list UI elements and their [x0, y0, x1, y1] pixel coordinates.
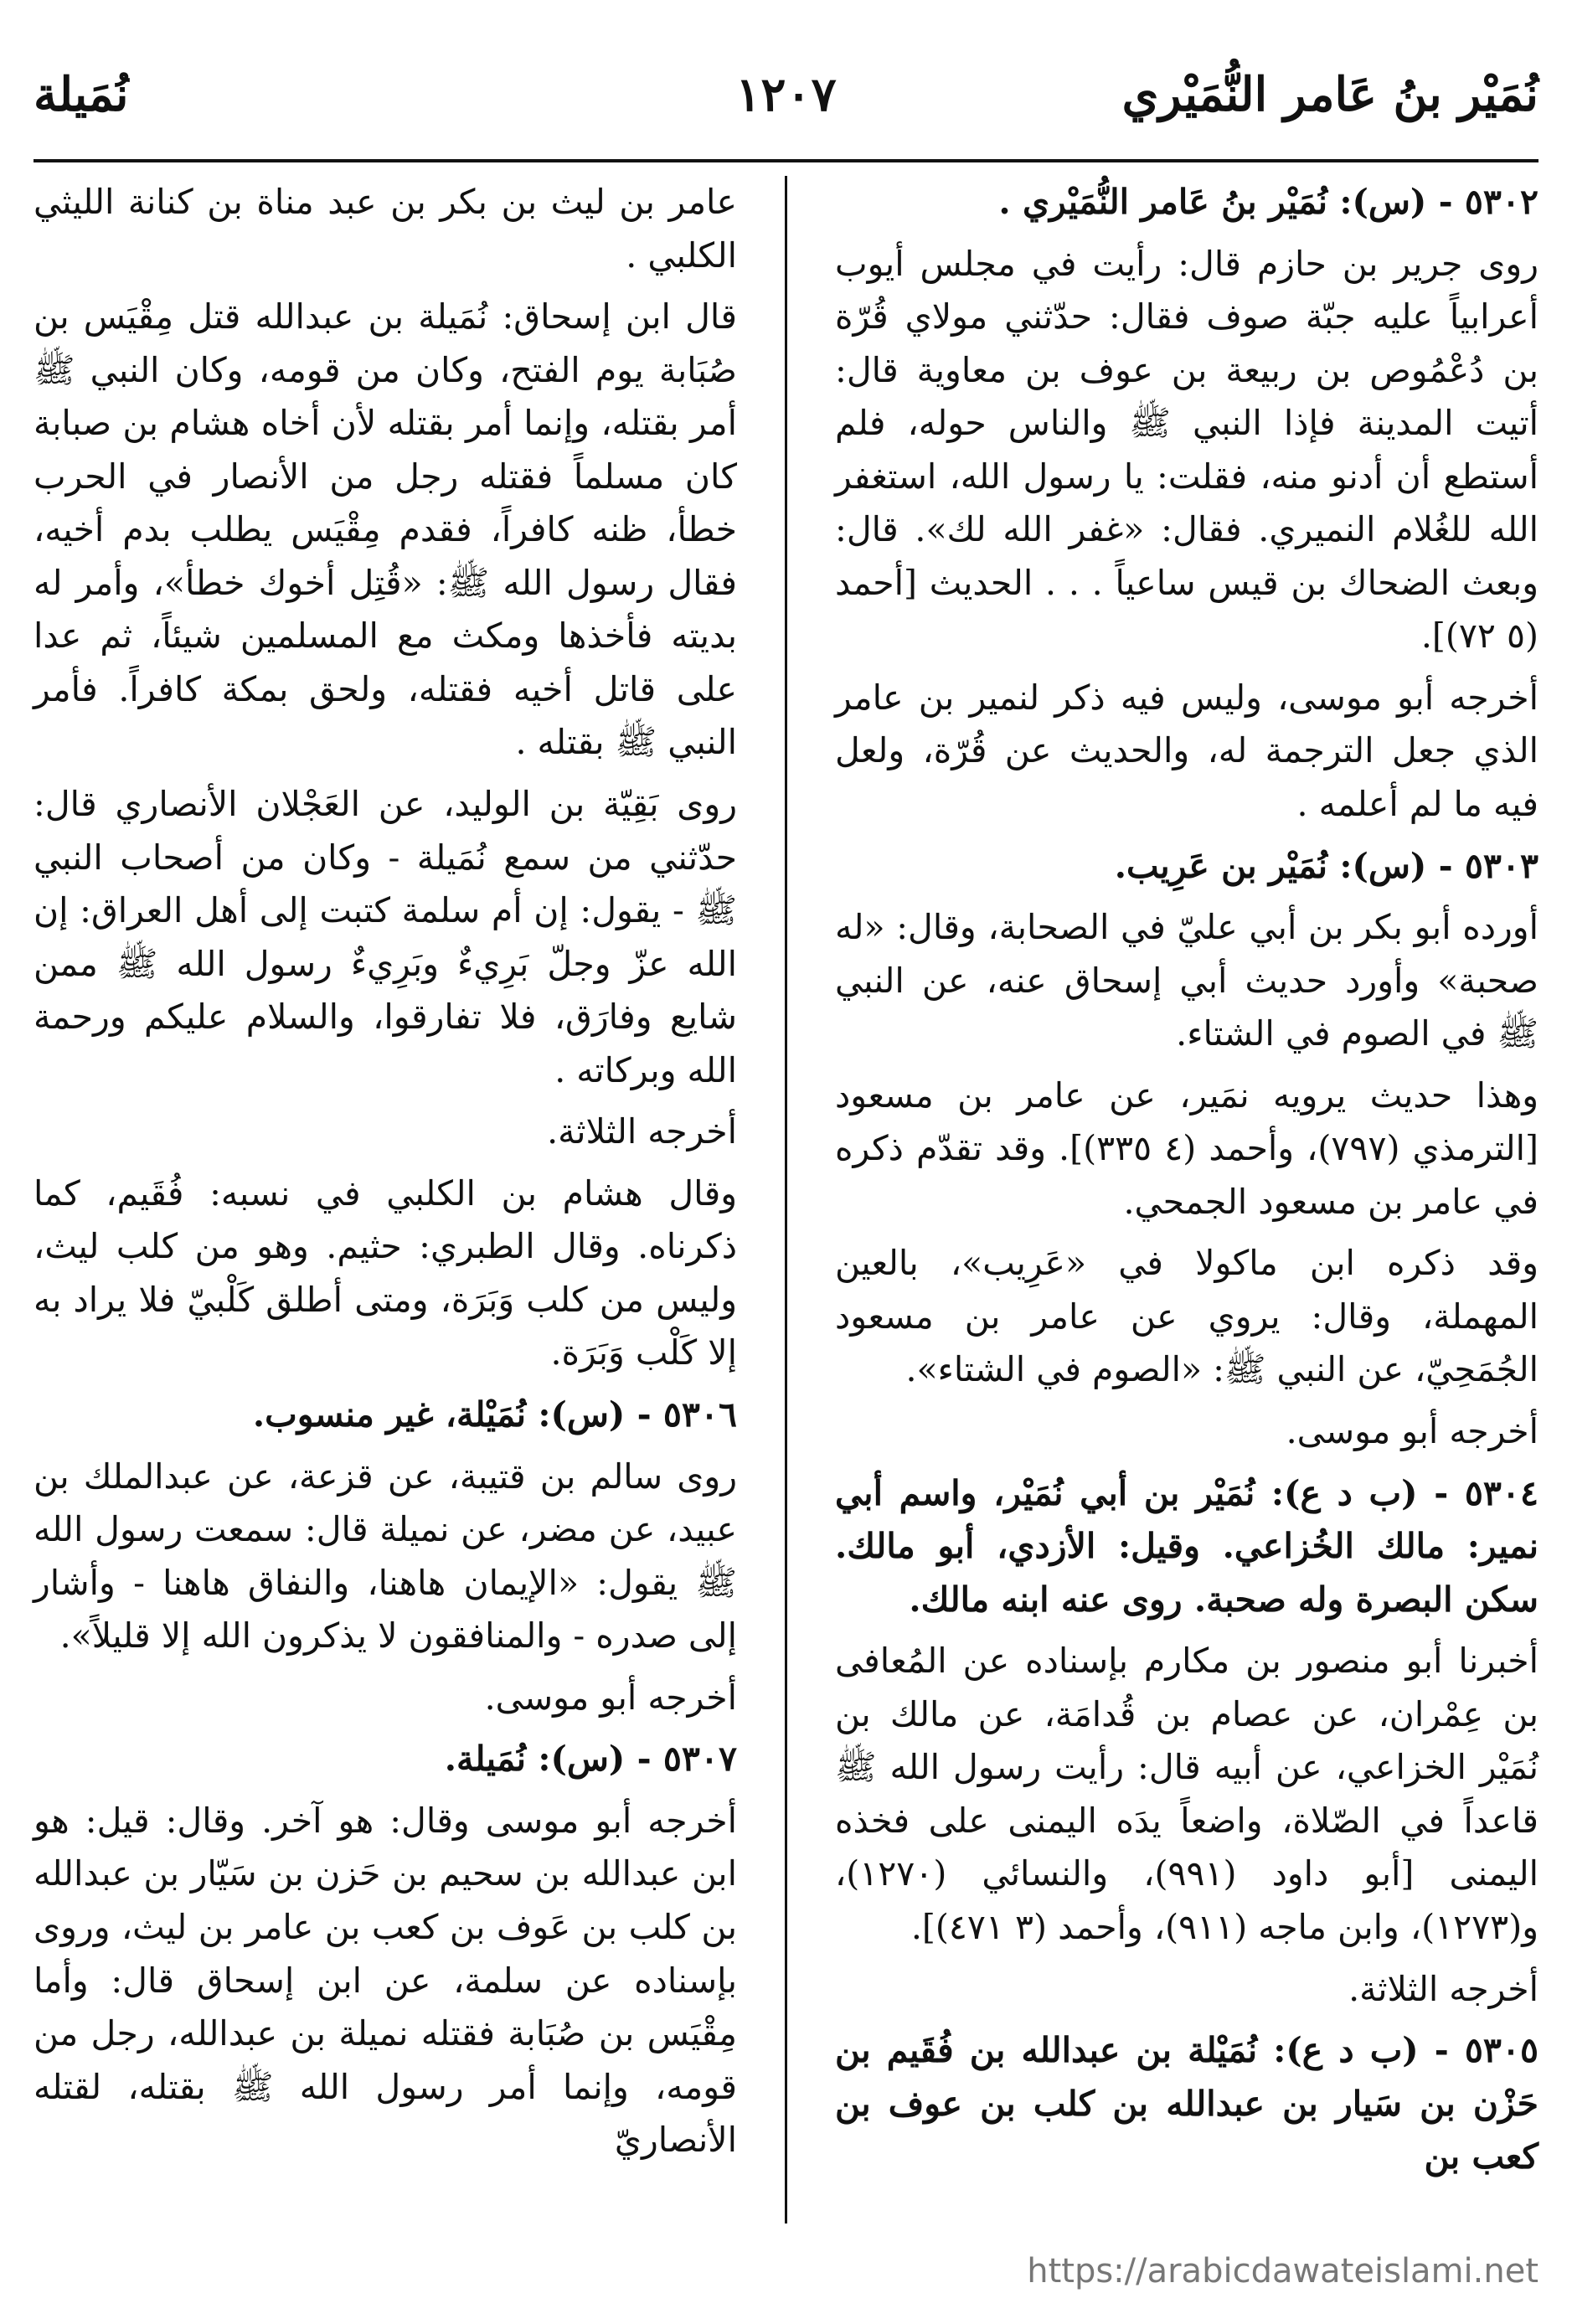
paragraph: وقد ذكره ابن ماكولا في «عَرِيب»، بالعين المهملة، وقال: يروي عن عامر بن مسعود الجُمَحِيّ، عن النبي ﷺ: «الصوم في الشتاء». — [835, 1243, 1538, 1390]
paragraph: وقال هشام بن الكلبي في نسبه: فُقَيم، كما ذكرناه. وقال الطبري: حثيم. وهو من كلب ليث، وليس من كلب وَبَرَة، ومتى أطلق كَلْبيّ فلا يراد به إلا كَلْب وَبَرَة. — [34, 1172, 737, 1373]
paragraph: وهذا حديث يرويه نمَير، عن عامر بن مسعود [الترمذي (٧٩٧)، وأحمد (٤ ٣٣٥)]. وقد تقدّم ذكره في عامر بن مسعود الجمحي. — [835, 1074, 1538, 1222]
right-column — [835, 176, 1538, 2193]
paragraph: أخرجه الثلاثة. — [1348, 1968, 1538, 2009]
running-title-left: نُمَيلة — [34, 67, 129, 122]
paragraph: أخرجه أبو موسى وقال: هو آخر. وقال: قيل: هو ابن عبدالله بن سحيم بن حَزن بن سَيّار بن عبدالله بن كلب بن عَوف بن كعب بن عامر بن ليث، وروى بإسناده عن سلمة، عن ابن إسحاق قال: وأما مِقْيَس بن صُبَابة فقتله نميلة بن عبدالله، رجل من قومه، وإنما أمر رسول الله ﷺ بقتله، لقتله الأنصاريّ — [34, 1800, 737, 2161]
paragraph: روى جرير بن حازم قال: رأيت في مجلس أيوب أعرابياً عليه جبّة صوف فقال: حدّثني مولاي قُرّة بن دُعْمُوص بن ربيعة بن عوف بن معاوية قال: أتيت المدينة فإذا النبي ﷺ والناس حوله، فلم أستطع أن أدنو منه، فقلت: يا رسول الله، استغفر الله للغُلام النميري. فقال: «غفر الله لك». قال: وبعث الضحاك بن قيس ساعياً . . . الحديث [أحمد (٥ ٧٢)]. — [835, 243, 1538, 657]
paragraph: أخرجه أبو موسى. — [1286, 1411, 1538, 1452]
paragraph: أورده أبو بكر بن أبي عليّ في الصحابة، وقال: «له صحبة» وأورد حديث أبي إسحاق عنه، عن النبي ﷺ في الصوم في الشتاء. — [835, 907, 1538, 1054]
paragraph: روى سالم بن قتيبة، عن قزعة، عن عبدالملك بن عبيد، عن مضر، عن نميلة قال: سمعت رسول الله ﷺ يقول: «الإيمان هاهنا، والنفاق هاهنا - وأشار إلى صدره - والمنافقون لا يذكرون الله إلا قليلاً». — [34, 1456, 737, 1657]
entry-heading: ٥٣٠٤ - (ب د ع): نُمَيْر بن أبي نُمَيْر، واسم أبي نمير: مالك الخُزاعي. وقيل: الأزدي، أبو مالك. سكن البصرة وله صحبة. روى عنه ابنه مالك. — [835, 1472, 1538, 1620]
paragraph: قال ابن إسحاق: نُمَيلة بن عبدالله قتل مِقْيَس بن صُبَابة يوم الفتح، وكان من قومه، وكان النبي ﷺ أمر بقتله، وإنما أمر بقتله لأن أخاه هشام بن صبابة كان مسلماً فقتله رجل من الأنصار في الحرب خطأ، ظنه كافراً، فقدم مِقْيَس يطلب بدم أخيه، فقال رسول الله ﷺ: «قُتِل أخوك خطأ»، وأمر له بديته فأخذها ومكث مع المسلمين شيئاً، ثم عدا على قاتل أخيه فقتله، ولحق بمكة كافراً. فأمر النبي ﷺ بقتله . — [34, 296, 737, 763]
entry-heading: ٥٣٠٧ - (س): نُمَيلة. — [444, 1739, 737, 1780]
entry-heading: ٥٣٠٥ - (ب د ع): نُمَيْلة بن عبدالله بن فُقَيم بن حَزْن بن سَيار بن عبدالله بن كلب بن عوف بن كعب بن — [835, 2030, 1538, 2177]
column-divider — [785, 176, 787, 2224]
paragraph: أخرجه أبو موسى، وليس فيه ذكر لنمير بن عامر الذي جعل الترجمة له، والحديث عن قُرّة، ولعل فيه ما لم أعلمه . — [835, 677, 1538, 825]
paragraph: أخرجه الثلاثة. — [547, 1111, 737, 1152]
entry-heading: ٥٣٠٣ - (س): نُمَيْر بن عَرِيب. — [1114, 845, 1538, 886]
paragraph: روى بَقِيّة بن الوليد، عن العَجْلان الأنصاري قال: حدّثني من سمع نُمَيلة - وكان من أصحاب النبي ﷺ - يقول: إن أم سلمة كتبت إلى أهل العراق: إن الله عزّ وجلّ بَرِيءٌ وبَرِيءٌ رسول الله ﷺ ممن شايع وفارَق، فلا تفارقوا، والسلام عليكم ورحمة الله وبركاته . — [34, 784, 737, 1090]
left-column — [34, 176, 737, 2176]
entry-heading: ٥٣٠٢ - (س): نُمَيْر بنُ عَامر النُّمَيْري . — [998, 182, 1538, 222]
paragraph: أخرجه أبو موسى. — [484, 1677, 737, 1718]
paragraph: أخبرنا أبو منصور بن مكارم بإسناده عن المُعافى بن عِمْران، عن عصام بن قُدامَة، عن مالك بن نُمَيْر الخزاعي، عن أبيه قال: رأيت رسول الله ﷺ قاعداً في الصّلاة، واضعاً يدَه اليمنى على فخذه اليمنى [أبو داود (٩٩١)، والنسائي (١٢٧٠)، و(١٢٧٣)، وابن ماجه (٩١١)، وأحمد (٣ ٤٧١)]. — [835, 1641, 1538, 1947]
page-header — [34, 50, 1538, 151]
paragraph: عامر بن ليث بن بكر بن عبد مناة بن كنانة الليثي الكلبي . — [34, 182, 737, 276]
entry-heading: ٥٣٠٦ - (س): نُمَيْلة، غير منسوب. — [252, 1394, 737, 1435]
watermark-url: https://arabicdawateislami.net — [1027, 2252, 1538, 2291]
page-number: ١٢٠٧ — [735, 67, 837, 122]
header-rule — [34, 159, 1538, 162]
running-title-right: نُمَيْر بنُ عَامر النُّمَيْري — [1121, 67, 1538, 122]
